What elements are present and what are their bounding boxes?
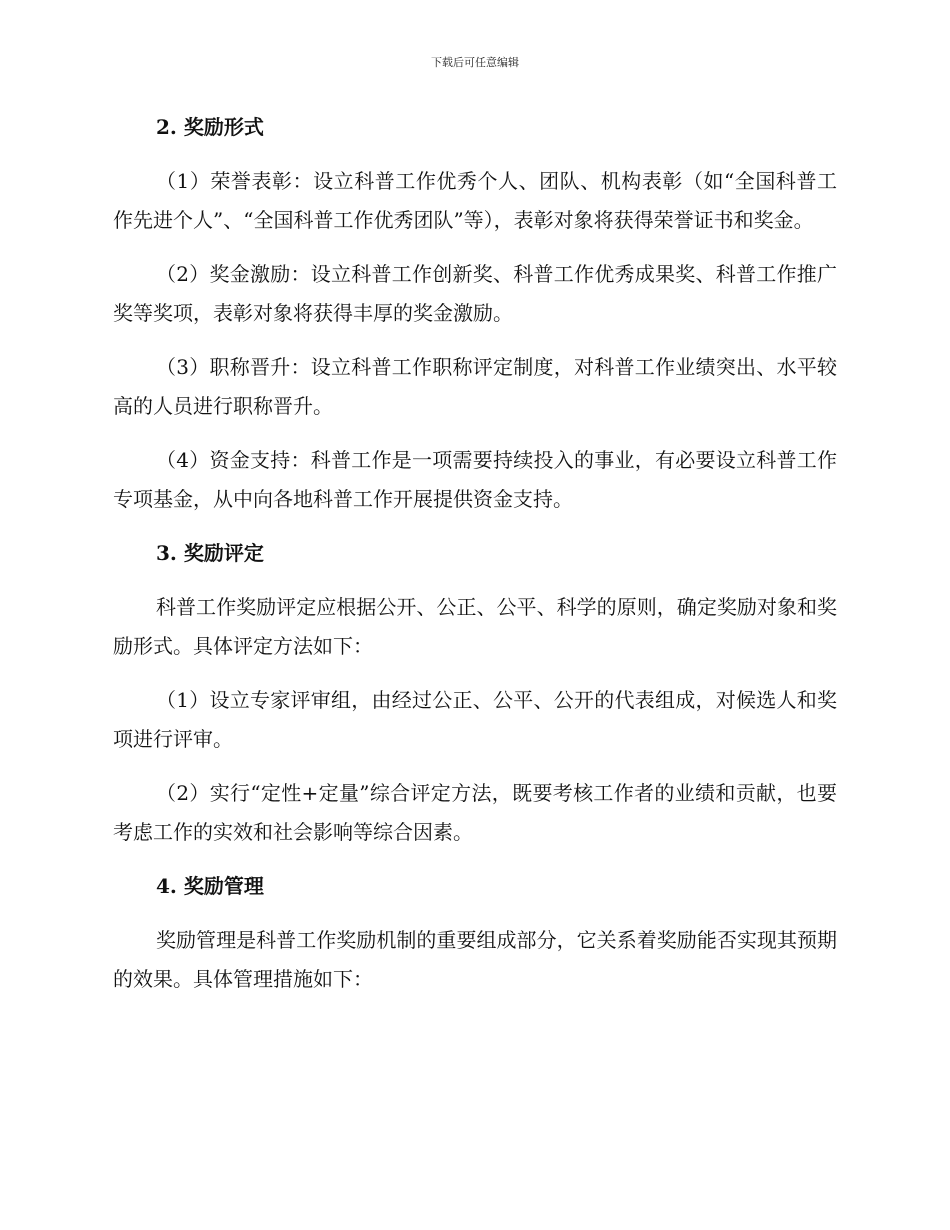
- section-heading: 3. 奖励评定: [156, 541, 264, 565]
- paragraph: 奖励管理是科普工作奖励机制的重要组成部分，它关系着奖励能否实现其预期的效果。具体管理措施如下：: [113, 928, 837, 991]
- paragraph: （1）设立专家评审组，由经过公正、公平、公开的代表组成，对候选人和奖项进行评审。: [113, 688, 837, 751]
- paragraph: （1）荣誉表彰：设立科普工作优秀个人、团队、机构表彰（如“全国科普工作先进个人”、“全国科普工作优秀团队”等），表彰对象将获得荣誉证书和奖金。: [113, 169, 837, 232]
- paragraph: （3）职称晋升：设立科普工作职称评定制度，对科普工作业绩突出、水平较高的人员进行职称晋升。: [113, 355, 837, 418]
- paragraph: （2）实行“定性+定量”综合评定方法，既要考核工作者的业绩和贡献，也要考虑工作的实效和社会影响等综合因素。: [113, 781, 837, 844]
- paragraph: （2）奖金激励：设立科普工作创新奖、科普工作优秀成果奖、科普工作推广奖等奖项，表彰对象将获得丰厚的奖金激励。: [113, 262, 837, 325]
- document-body: [113, 108, 837, 998]
- paragraph: （4）资金支持：科普工作是一项需要持续投入的事业，有必要设立科普工作专项基金，从中向各地科普工作开展提供资金支持。: [113, 448, 837, 511]
- section-heading: 4. 奖励管理: [156, 874, 264, 898]
- page-header-note: 下载后可任意编辑: [431, 56, 519, 69]
- paragraph: 科普工作奖励评定应根据公开、公正、公平、科学的原则，确定奖励对象和奖励形式。具体评定方法如下：: [113, 595, 837, 658]
- section-heading: 2. 奖励形式: [156, 115, 264, 139]
